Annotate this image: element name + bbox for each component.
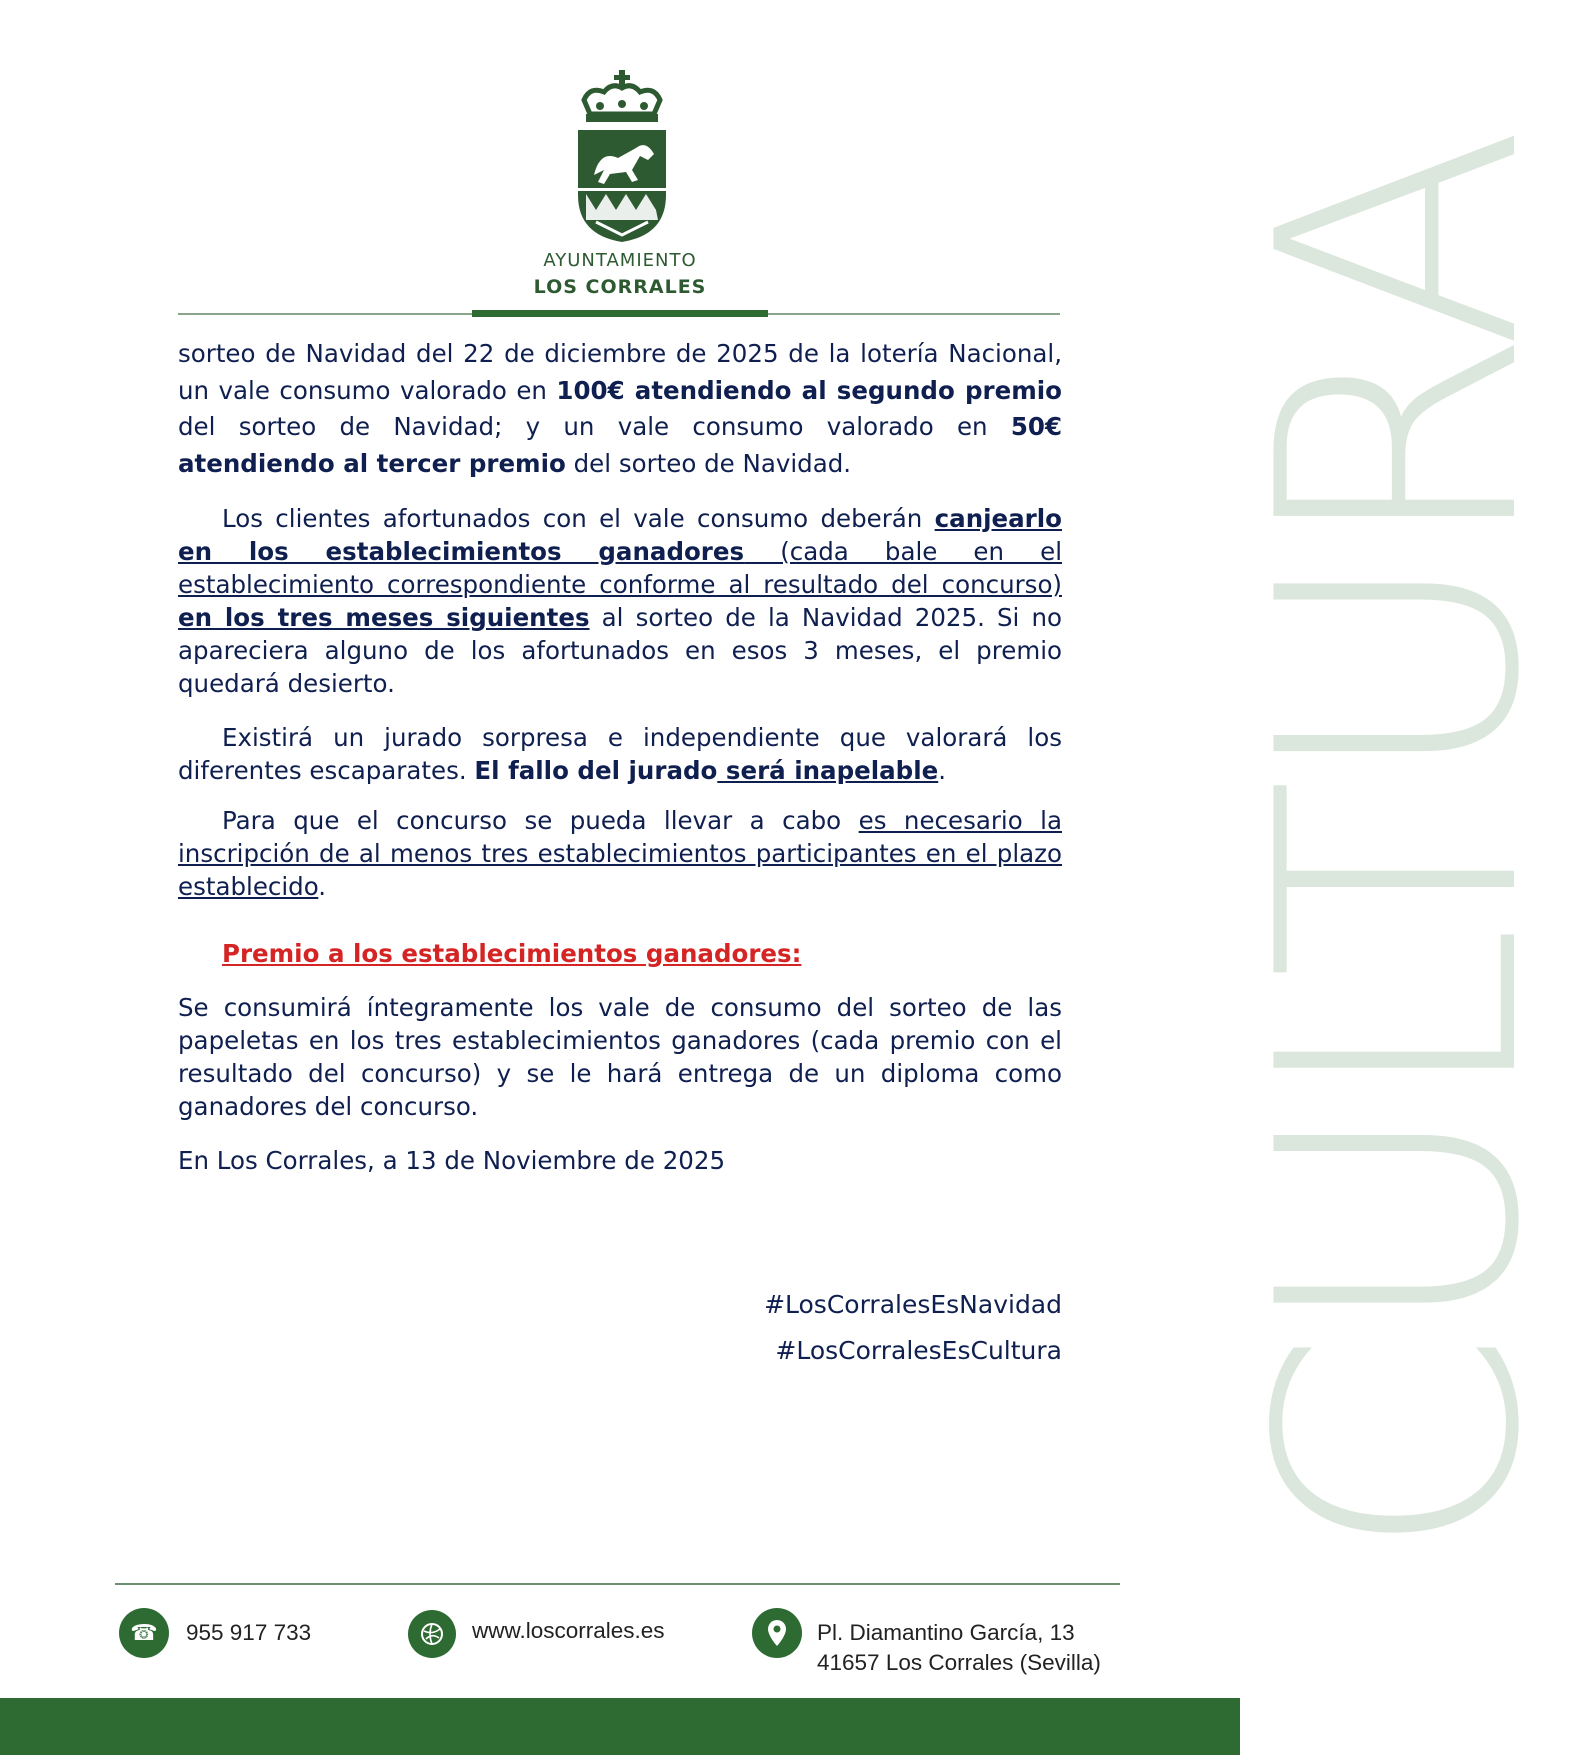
org-name-line1: AYUNTAMIENTO bbox=[543, 250, 697, 271]
bold-run: 100€ atendiendo al segundo premio bbox=[556, 375, 1062, 405]
globe-icon bbox=[408, 1610, 456, 1658]
footer-website[interactable]: www.loscorrales.es bbox=[472, 1618, 665, 1643]
paragraph-registration bbox=[178, 804, 1062, 903]
footer-rule bbox=[115, 1583, 1120, 1585]
bold-run: 50€ atendiendo al tercer premio bbox=[178, 412, 1062, 478]
paragraph-prize-values bbox=[178, 336, 1062, 482]
underline-run: es necesario la inscripción de al menos tres establecimientos participantes en el plazo establecido bbox=[178, 806, 1062, 901]
org-name-line2: LOS CORRALES bbox=[533, 276, 707, 298]
text-run: sorteo de Navidad del 22 de diciembre de 2025 de la lotería Nacional, un vale consumo valorado en bbox=[178, 339, 1062, 405]
text-run: al sorteo de la Navidad 2025. Si no apareciera alguno de los afortunados en esos 3 meses, el premio quedará desierto. bbox=[178, 603, 1062, 698]
footer-band bbox=[0, 1698, 1240, 1755]
text-run: del sorteo de Navidad; y un vale consumo valorado en bbox=[178, 412, 1011, 441]
text-run: . bbox=[318, 872, 327, 901]
text-run: del sorteo de Navidad. bbox=[565, 448, 852, 478]
footer-address-line2: 41657 Los Corrales (Sevilla) bbox=[817, 1650, 1101, 1675]
document-body bbox=[178, 336, 1062, 1177]
bold-underline-run: en los tres meses siguientes bbox=[178, 603, 590, 632]
footer-phone: 955 917 733 bbox=[186, 1620, 312, 1645]
hashtag-cultura: #LosCorralesEsCultura bbox=[775, 1336, 1062, 1365]
footer-address-line1: Pl. Diamantino García, 13 bbox=[817, 1620, 1075, 1645]
underline-run: (cada bale en el establecimiento correspondiente conforme al resultado del concurso) bbox=[178, 537, 1063, 599]
bold-run: El fallo del jurado bbox=[474, 756, 718, 785]
text-run: . bbox=[938, 756, 947, 785]
bold-underline-run: canjearlo en los establecimientos ganadores bbox=[178, 504, 1062, 566]
text-run: Los clientes afortunados con el vale consumo deberán bbox=[222, 504, 935, 533]
location-pin-icon bbox=[752, 1608, 802, 1658]
phone-icon: ☎ bbox=[119, 1608, 169, 1658]
coat-of-arms-logo bbox=[570, 70, 674, 245]
hashtag-navidad: #LosCorralesEsNavidad bbox=[764, 1290, 1062, 1319]
paragraph-winners: Se consumirá íntegramente los vale de consumo del sorteo de las papeletas en los tres establecimientos ganadores (cada premio con el resultado del concurso) y se le hará entrega de un diploma como ganadores del concurso. bbox=[178, 993, 1062, 1121]
text-run: Existirá un jurado sorpresa e independiente que valorará los diferentes escaparates. bbox=[178, 723, 1062, 785]
header-accent-rule bbox=[472, 310, 768, 317]
text-run: Para que el concurso se pueda llevar a cabo bbox=[222, 806, 859, 835]
paragraph-jury bbox=[178, 721, 1062, 787]
bold-underline-run: será inapelable bbox=[717, 756, 939, 785]
date-line: En Los Corrales, a 13 de Noviembre de 2025 bbox=[178, 1146, 726, 1175]
section-heading: Premio a los establecimientos ganadores: bbox=[222, 939, 802, 968]
watermark-text: CULTURA bbox=[1208, 134, 1592, 1560]
paragraph-redeem bbox=[178, 502, 1062, 700]
